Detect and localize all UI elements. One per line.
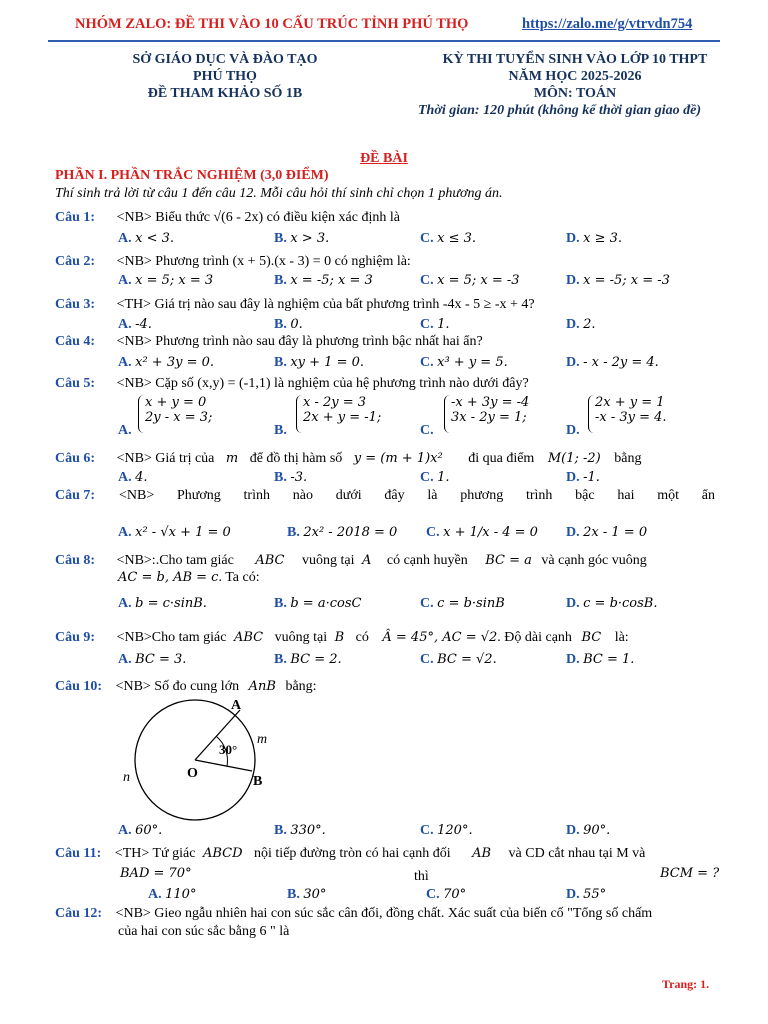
question-9: Câu 9: <NB>Cho tam giác ABC vuông tại B có Â = 45°, AC = √2. Độ dài cạnh BC là: [55,630,629,645]
q1-option-c[interactable]: C. x ≤ 3. [420,231,477,246]
label-o: O [187,766,198,781]
q2-option-b[interactable]: B. x = -5; x = 3 [274,273,373,288]
q7-option-b[interactable]: B. 2x² - 2018 = 0 [287,525,398,540]
q1-option-b[interactable]: B. x > 3. [274,231,330,246]
page-number: Trang: 1. [662,977,710,991]
question-2: Câu 2: <NB> Phương trình (x + 5).(x - 3) = 0 có nghiệm là: [55,254,411,269]
equation-system: 2x + y = 1 -x - 3y = 4. [588,395,667,433]
question-11-then: thì [414,869,429,884]
question-7: Câu 7: <NB> Phương trình nào dưới đây là phương trình bậc hai một ẩn [55,488,715,503]
exam-title: ĐỀ BÀI [360,151,408,166]
q11-option-b[interactable]: B. 30° [287,887,327,902]
q6-option-d[interactable]: D. -1. [566,470,600,485]
question-11-given: BAD = 70° [120,866,192,881]
question-11-ask: BCM = ? [660,866,720,881]
q8-option-c[interactable]: C. c = b·sinB [420,596,505,611]
q4-option-c[interactable]: C. x³ + y = 5. [420,355,508,370]
header-divider [48,40,720,42]
instruction: Thí sinh trả lời từ câu 1 đến câu 12. Mỗi câu hỏi thí sinh chỉ chọn 1 phương án. [55,186,503,201]
q4-option-b[interactable]: B. xy + 1 = 0. [274,355,365,370]
question-label: Câu 1: [55,210,96,225]
q1-option-a[interactable]: A. x < 3. [118,231,175,246]
q1-option-d[interactable]: D. x ≥ 3. [566,231,623,246]
radius-ob [195,760,252,771]
q3-option-b[interactable]: B. 0. [274,317,303,332]
q9-option-b[interactable]: B. BC = 2. [274,652,342,667]
question-text: <NB> Biểu thức √(6 - 2x) có điều kiện xác định là [116,210,400,225]
question-11: Câu 11: <TH> Tứ giác ABCD nội tiếp đường tròn có hai cạnh đối AB và CD cắt nhau tại M và [55,846,646,861]
header-group-title: NHÓM ZALO: ĐỀ THI VÀO 10 CẤU TRÚC TỈNH PHÚ THỌ [75,16,469,32]
q9-option-a[interactable]: A. BC = 3. [118,652,187,667]
q6-option-c[interactable]: C. 1. [420,470,450,485]
left-block-line-2: PHÚ THỌ [193,69,257,84]
q7-option-a[interactable]: A. x² - √x + 1 = 0 [118,525,231,540]
equation-system: -x + 3y = -4 3x - 2y = 1; [444,395,529,433]
question-8-continued: AC = b, AB = c. Ta có: [118,570,260,585]
q8-option-a[interactable]: A. b = c·sinB. [118,596,207,611]
right-block-line-2: NĂM HỌC 2025-2026 [508,69,642,84]
q11-option-a[interactable]: A. 110° [148,887,197,902]
q9-option-c[interactable]: C. BC = √2. [420,652,497,667]
exam-time: Thời gian: 120 phút (không kể thời gian giao đề) [418,103,702,118]
circle-figure [115,695,290,823]
q10-option-b[interactable]: B. 330°. [274,823,326,838]
q3-option-a[interactable]: A. -4. [118,317,152,332]
question-4: Câu 4: <NB> Phương trình nào sau đây là phương trình bậc nhất hai ẩn? [55,334,483,349]
q10-option-a[interactable]: A. 60°. [118,823,163,838]
q3-option-d[interactable]: D. 2. [566,317,596,332]
question-5: Câu 5: <NB> Cặp số (x,y) = (-1,1) là nghiệm của hệ phương trình nào dưới đây? [55,376,529,391]
label-b: B [253,774,263,789]
q8-option-d[interactable]: D. c = b·cosB. [566,596,658,611]
question-6: Câu 6: <NB> Giá trị của m để đồ thị hàm số y = (m + 1)x² đi qua điểm M(1; -2) bằng [55,451,642,466]
q2-option-c[interactable]: C. x = 5; x = -3 [420,273,520,288]
header-zalo-link[interactable]: https://zalo.me/g/vtrvdn754 [522,16,693,32]
q6-option-a[interactable]: A. 4. [118,470,148,485]
q2-option-a[interactable]: A. x = 5; x = 3 [118,273,214,288]
question-12-continued: của hai con súc sắc bằng 6 " là [118,924,290,939]
equation-system: x + y = 0 2y - x = 3; [138,395,212,433]
q2-option-d[interactable]: D. x = -5; x = -3 [566,273,670,288]
q11-option-c[interactable]: C. 70° [426,887,467,902]
right-block-line-1: KỲ THI TUYỂN SINH VÀO LỚP 10 THPT [442,52,708,67]
question-1 [55,210,400,226]
q7-option-d[interactable]: D. 2x - 1 = 0 [566,525,648,540]
q8-option-b[interactable]: B. b = a·cosC [274,596,362,611]
question-10: Câu 10: <NB> Số đo cung lớn AnB bằng: [55,679,317,694]
q10-option-d[interactable]: D. 90°. [566,823,611,838]
q9-option-d[interactable]: D. BC = 1. [566,652,635,667]
equation-system: x - 2y = 3 2x + y = -1; [296,395,381,433]
label-m: m [257,732,268,747]
q10-option-c[interactable]: C. 120°. [420,823,473,838]
q7-option-c[interactable]: C. x + 1/x - 4 = 0 [426,525,538,540]
part-1-heading: PHẦN I. PHẦN TRẮC NGHIỆM (3,0 ĐIỂM) [55,168,329,183]
question-8: Câu 8: <NB>:.Cho tam giác ABC vuông tại A có cạnh huyền BC = a và cạnh góc vuông [55,553,647,568]
question-12: Câu 12: <NB> Gieo ngẫu nhiên hai con súc sắc cân đối, đồng chất. Xác suất của biến cố "Tổng số chấm [55,906,653,921]
q6-option-b[interactable]: B. -3. [274,470,308,485]
q3-option-c[interactable]: C. 1. [420,317,450,332]
question-3: Câu 3: <TH> Giá trị nào sau đây là nghiệm của bất phương trình -4x - 5 ≥ -x + 4? [55,297,535,312]
right-block-line-3: MÔN: TOÁN [533,86,617,101]
label-a: A [231,698,242,713]
label-angle: 30° [219,742,238,757]
left-block-line-1: SỞ GIÁO DỤC VÀ ĐÀO TẠO [132,52,318,67]
q11-option-d[interactable]: D. 55° [566,887,607,902]
q4-option-a[interactable]: A. x² + 3y = 0. [118,355,215,370]
label-n: n [123,770,130,785]
q4-option-d[interactable]: D. - x - 2y = 4. [566,355,659,370]
left-block-line-3: ĐỀ THAM KHẢO SỐ 1B [147,86,303,101]
